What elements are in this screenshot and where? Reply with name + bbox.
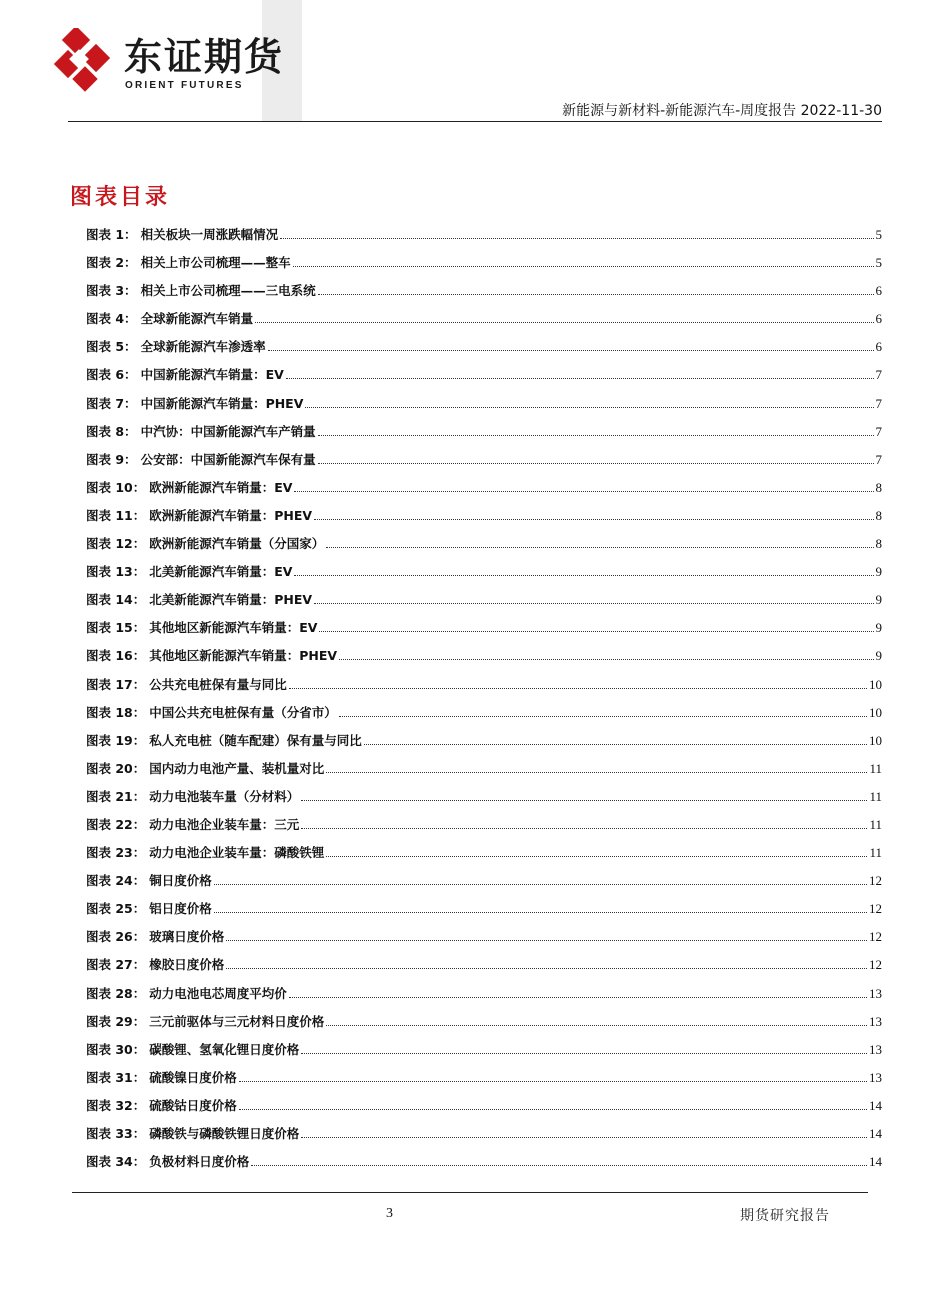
toc-entry-label: 私人充电桩（随车配建）保有量与同比 <box>149 732 362 748</box>
toc-dot-leader <box>226 940 867 941</box>
toc-entry-number: 图表 17： <box>86 676 146 692</box>
toc-entry[interactable] <box>86 394 882 422</box>
toc-entry-number: 图表 22： <box>86 816 146 832</box>
header-divider <box>68 121 882 122</box>
toc-entry-label: 硫酸钴日度价格 <box>149 1097 237 1113</box>
toc-entry-page: 8 <box>875 479 882 495</box>
toc-entry-label: 全球新能源汽车渗透率 <box>140 339 266 355</box>
toc-entry[interactable] <box>86 422 882 450</box>
brand-logo <box>52 28 285 98</box>
toc-dot-leader <box>280 238 873 239</box>
footer-label: 期货研究报告 <box>740 1208 830 1224</box>
toc-entry-number: 图表 15： <box>86 620 146 636</box>
toc-entry-label: 动力电池企业装车量：磷酸铁锂 <box>149 845 325 861</box>
toc-dot-leader <box>293 266 874 267</box>
toc-entry-label: 负极材料日度价格 <box>149 1154 250 1170</box>
toc-entry-page: 12 <box>869 901 882 917</box>
toc-entry-number: 图表 28： <box>86 985 146 1001</box>
toc-entry-label: 欧洲新能源汽车销量：PHEV <box>149 507 313 523</box>
toc-entry-page: 13 <box>869 985 882 1001</box>
toc-dot-leader <box>214 884 867 885</box>
toc-entry-number: 图表 4： <box>86 311 137 327</box>
toc-entry[interactable] <box>86 787 882 815</box>
toc-dot-leader <box>339 659 873 660</box>
toc-entry[interactable] <box>86 815 882 843</box>
toc-entry-number: 图表 24： <box>86 873 146 889</box>
page-number: 3 <box>386 1206 393 1221</box>
toc-entry-page: 6 <box>875 283 882 299</box>
toc-entry-label: 北美新能源汽车销量：EV <box>149 564 293 580</box>
toc-entry-number: 图表 10： <box>86 479 146 495</box>
toc-entry-page: 13 <box>869 1041 882 1057</box>
toc-entry-number: 图表 20： <box>86 760 146 776</box>
toc-entry[interactable] <box>86 253 882 281</box>
toc-entry-number: 图表 19： <box>86 732 146 748</box>
toc-dot-leader <box>339 716 867 717</box>
toc-entry-page: 7 <box>875 423 882 439</box>
toc-entry-page: 12 <box>869 873 882 889</box>
toc-entry-label: 动力电池装车量（分材料） <box>149 788 300 804</box>
report-title: 新能源与新材料-新能源汽车-周度报告 2022-11-30 <box>562 103 882 119</box>
toc-entry-number: 图表 16： <box>86 648 146 664</box>
toc-entry-number: 图表 18： <box>86 704 146 720</box>
toc-entry-label: 相关板块一周涨跌幅情况 <box>140 227 279 242</box>
toc-dot-leader <box>251 1165 867 1166</box>
toc-entry-page: 11 <box>869 760 882 776</box>
toc-entry[interactable] <box>86 534 882 562</box>
toc-entry-number: 图表 30： <box>86 1041 146 1057</box>
toc-entry-page: 8 <box>875 507 882 523</box>
toc-entry-page: 10 <box>869 676 882 692</box>
toc-entry-page: 13 <box>869 1069 882 1085</box>
toc-title: 图表目录 <box>70 184 171 210</box>
toc-dot-leader <box>364 744 867 745</box>
toc-entry[interactable] <box>86 646 882 674</box>
toc-entry-page: 5 <box>875 255 882 271</box>
toc-entry[interactable] <box>86 675 882 703</box>
brand-name-cn: 东证期货 <box>124 35 285 79</box>
toc-dot-leader <box>268 350 874 351</box>
toc-entry-label: 欧洲新能源汽车销量（分国家） <box>149 536 325 552</box>
toc-entry-number: 图表 6： <box>86 367 137 383</box>
toc-entry-page: 7 <box>875 395 882 411</box>
table-of-figures <box>86 225 882 1180</box>
toc-dot-leader <box>301 800 867 801</box>
toc-entry-label: 国内动力电池产量、装机量对比 <box>149 760 325 776</box>
toc-entry[interactable] <box>86 843 882 871</box>
toc-entry-label: 公安部：中国新能源汽车保有量 <box>140 451 316 467</box>
toc-entry[interactable] <box>86 1124 882 1152</box>
toc-entry[interactable] <box>86 927 882 955</box>
toc-entry-label: 公共充电桩保有量与同比 <box>149 676 287 692</box>
toc-dot-leader <box>318 435 874 436</box>
toc-entry[interactable] <box>86 618 882 646</box>
toc-dot-leader <box>294 491 873 492</box>
toc-dot-leader <box>294 575 873 576</box>
toc-entry[interactable] <box>86 1040 882 1068</box>
toc-entry-number: 图表 7： <box>86 395 137 411</box>
toc-entry-number: 图表 29： <box>86 1013 146 1029</box>
toc-dot-leader <box>239 1109 867 1110</box>
toc-entry-page: 6 <box>875 311 882 327</box>
toc-entry[interactable] <box>86 1096 882 1124</box>
toc-entry[interactable] <box>86 478 882 506</box>
toc-entry[interactable] <box>86 1152 882 1180</box>
toc-entry-number: 图表 9： <box>86 451 137 467</box>
toc-entry-page: 6 <box>875 339 882 355</box>
toc-entry-label: 玻璃日度价格 <box>149 929 225 945</box>
toc-entry-number: 图表 21： <box>86 788 146 804</box>
toc-entry[interactable] <box>86 955 882 983</box>
toc-entry[interactable] <box>86 225 882 253</box>
toc-entry[interactable] <box>86 281 882 309</box>
toc-entry-number: 图表 3： <box>86 283 137 299</box>
toc-entry-label: 磷酸铁与磷酸铁锂日度价格 <box>149 1126 300 1141</box>
toc-entry[interactable] <box>86 899 882 927</box>
toc-entry-number: 图表 2： <box>86 255 137 271</box>
toc-entry-page: 14 <box>869 1097 882 1113</box>
toc-dot-leader <box>255 322 873 323</box>
toc-entry[interactable] <box>86 1068 882 1096</box>
toc-entry-number: 图表 26： <box>86 929 146 945</box>
toc-entry-label: 其他地区新能源汽车销量：EV <box>149 620 318 636</box>
toc-entry-number: 图表 23： <box>86 845 146 861</box>
toc-dot-leader <box>326 547 873 548</box>
toc-entry-number: 图表 27： <box>86 957 146 973</box>
toc-entry-page: 9 <box>875 620 882 636</box>
toc-entry[interactable] <box>86 365 882 393</box>
toc-entry[interactable] <box>86 590 882 618</box>
toc-entry[interactable] <box>86 731 882 759</box>
toc-entry-label: 中国新能源汽车销量：EV <box>140 367 284 383</box>
toc-entry-label: 硫酸镍日度价格 <box>149 1069 237 1085</box>
toc-entry-page: 7 <box>875 451 882 467</box>
toc-entry-page: 10 <box>869 732 882 748</box>
brand-name-en: ORIENT FUTURES <box>125 80 244 91</box>
toc-entry-number: 图表 31： <box>86 1069 146 1085</box>
toc-entry-page: 12 <box>869 929 882 945</box>
toc-entry-label: 中国公共充电桩保有量（分省市） <box>149 704 337 720</box>
toc-dot-leader <box>301 1137 867 1138</box>
toc-entry-label: 碳酸锂、氢氧化锂日度价格 <box>149 1041 300 1057</box>
toc-entry[interactable] <box>86 703 882 731</box>
toc-entry-label: 动力电池电芯周度平均价 <box>149 985 287 1001</box>
toc-entry-number: 图表 25： <box>86 901 146 917</box>
toc-entry-page: 9 <box>875 648 882 664</box>
toc-entry-page: 11 <box>869 788 882 804</box>
toc-entry[interactable] <box>86 759 882 787</box>
toc-entry-page: 14 <box>869 1154 882 1170</box>
toc-entry[interactable] <box>86 562 882 590</box>
toc-dot-leader <box>314 519 873 520</box>
toc-entry-number: 图表 33： <box>86 1126 146 1141</box>
toc-entry-label: 相关上市公司梳理——三电系统 <box>140 283 316 299</box>
toc-dot-leader <box>326 772 867 773</box>
toc-entry-label: 橡胶日度价格 <box>149 957 225 973</box>
toc-entry-label: 北美新能源汽车销量：PHEV <box>149 592 313 608</box>
toc-entry-page: 12 <box>869 957 882 973</box>
toc-entry[interactable] <box>86 984 882 1012</box>
toc-dot-leader <box>289 997 867 998</box>
toc-entry-number: 图表 32： <box>86 1097 146 1113</box>
toc-dot-leader <box>289 688 867 689</box>
toc-entry-page: 10 <box>869 704 882 720</box>
toc-dot-leader <box>314 603 873 604</box>
toc-entry-number: 图表 5： <box>86 339 137 355</box>
toc-entry[interactable] <box>86 337 882 365</box>
toc-entry-page: 9 <box>875 564 882 580</box>
toc-dot-leader <box>305 407 873 408</box>
toc-entry-number: 图表 12： <box>86 536 146 552</box>
toc-entry-label: 相关上市公司梳理——整车 <box>140 255 291 271</box>
toc-entry[interactable] <box>86 450 882 478</box>
toc-dot-leader <box>214 912 867 913</box>
toc-entry-page: 14 <box>869 1126 882 1141</box>
toc-entry-number: 图表 1： <box>86 227 137 242</box>
toc-entry-page: 13 <box>869 1013 882 1029</box>
toc-entry-label: 中汽协：中国新能源汽车产销量 <box>140 423 316 439</box>
toc-entry-page: 8 <box>875 536 882 552</box>
toc-entry[interactable] <box>86 309 882 337</box>
toc-entry[interactable] <box>86 871 882 899</box>
toc-entry-page: 11 <box>869 845 882 861</box>
footer-divider <box>72 1192 868 1193</box>
toc-dot-leader <box>318 294 874 295</box>
toc-dot-leader <box>326 856 867 857</box>
toc-entry-number: 图表 14： <box>86 592 146 608</box>
toc-dot-leader <box>318 463 874 464</box>
orient-futures-logo-icon <box>52 28 114 94</box>
toc-dot-leader <box>226 968 867 969</box>
toc-entry-number: 图表 13： <box>86 564 146 580</box>
toc-entry-label: 其他地区新能源汽车销量：PHEV <box>149 648 338 664</box>
toc-entry-label: 中国新能源汽车销量：PHEV <box>140 395 304 411</box>
toc-entry-page: 5 <box>875 227 882 242</box>
toc-dot-leader <box>301 828 867 829</box>
toc-entry-label: 全球新能源汽车销量 <box>140 311 254 327</box>
toc-entry-label: 三元前驱体与三元材料日度价格 <box>149 1013 325 1029</box>
toc-entry-page: 9 <box>875 592 882 608</box>
toc-entry[interactable] <box>86 506 882 534</box>
toc-dot-leader <box>326 1025 867 1026</box>
toc-entry-page: 11 <box>869 816 882 832</box>
toc-entry-label: 动力电池企业装车量：三元 <box>149 816 300 832</box>
toc-entry-label: 欧洲新能源汽车销量：EV <box>149 479 293 495</box>
toc-entry-number: 图表 8： <box>86 423 137 439</box>
toc-entry-page: 7 <box>875 367 882 383</box>
toc-entry[interactable] <box>86 1012 882 1040</box>
toc-entry-number: 图表 34： <box>86 1154 146 1170</box>
toc-dot-leader <box>319 631 873 632</box>
toc-entry-label: 铜日度价格 <box>149 873 212 889</box>
toc-entry-label: 铝日度价格 <box>149 901 212 917</box>
toc-dot-leader <box>286 378 874 379</box>
toc-dot-leader <box>239 1081 867 1082</box>
toc-dot-leader <box>301 1053 867 1054</box>
toc-entry-number: 图表 11： <box>86 507 146 523</box>
